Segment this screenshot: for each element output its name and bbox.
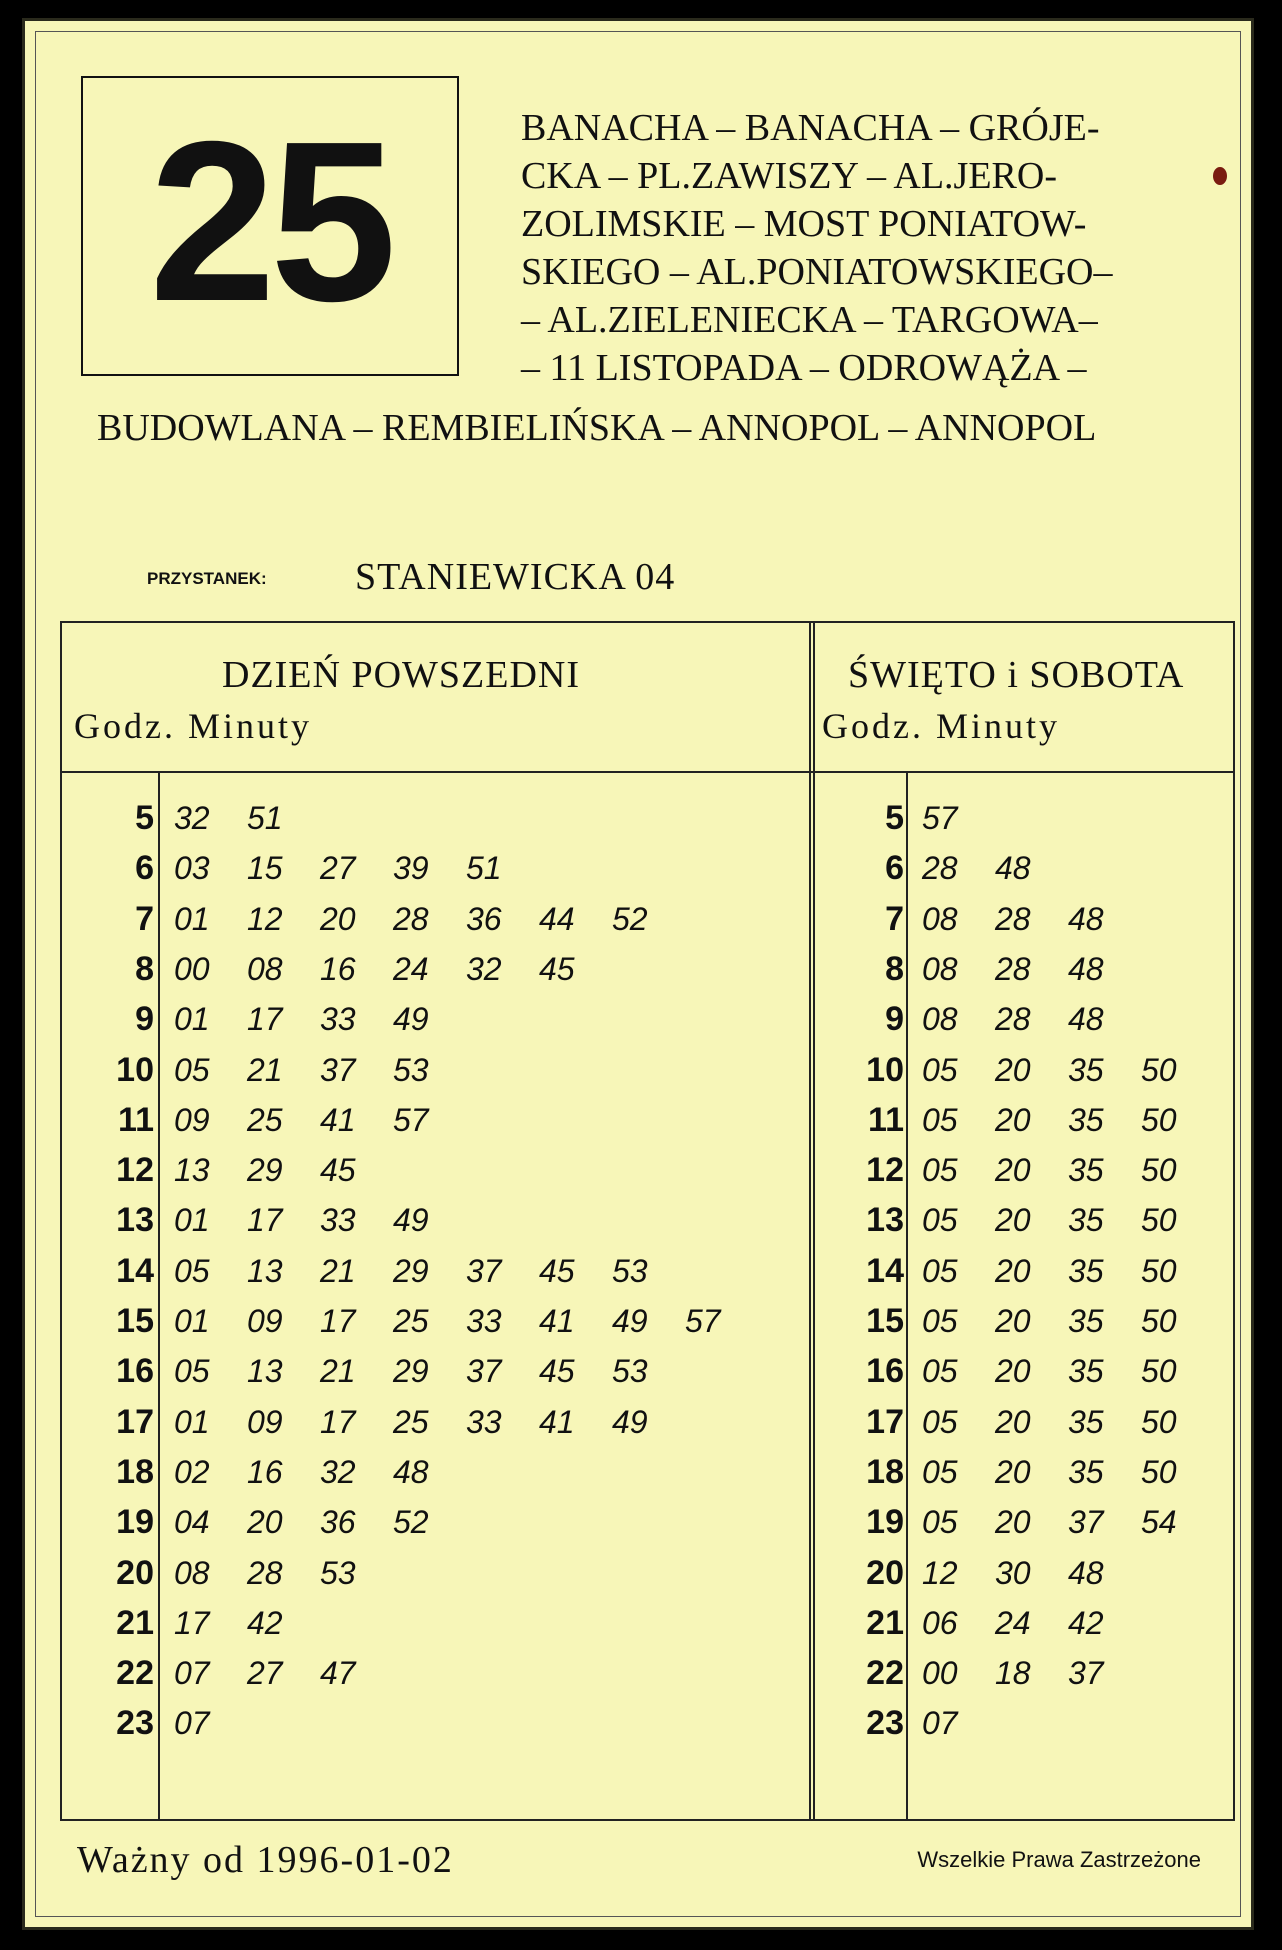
holiday-hour: 8 [885,949,904,988]
minute-value: 36 [320,1504,356,1541]
minute-value: 36 [466,900,502,937]
route-line-6: – 11 LISTOPADA – ODROWĄŻA – [521,347,1087,389]
route-line-last: BUDOWLANA – REMBIELIŃSKA – ANNOPOL – ANNOPOL [97,407,1097,449]
minute-value: 32 [466,950,502,987]
minute-value: 17 [174,1604,210,1641]
holiday-hour: 5 [885,799,904,837]
minute-value: 08 [922,950,958,987]
minute-value: 00 [922,1655,958,1692]
minute-value: 25 [393,1403,429,1440]
weekday-minutes [174,793,320,843]
holiday-minutes [922,994,1141,1044]
minute-value: 17 [320,1303,356,1339]
holiday-hour: 12 [866,1151,904,1190]
minute-value: 57 [393,1101,429,1138]
weekday-hour: 13 [116,1201,154,1240]
minute-value: 20 [995,1051,1031,1088]
minute-value: 50 [1141,1101,1177,1138]
minute-value: 20 [995,1453,1031,1490]
minute-value: 57 [922,800,958,836]
minute-value: 51 [466,850,502,887]
weekday-hour: 18 [116,1452,154,1491]
minute-value: 29 [247,1152,283,1189]
minute-value: 06 [922,1604,958,1641]
minute-value: 50 [1141,1403,1177,1440]
minute-value: 01 [174,1001,210,1038]
weekday-minutes [174,944,612,994]
minute-value: 35 [1068,1252,1104,1289]
minute-value: 17 [247,1202,283,1239]
weekday-hour: 16 [116,1352,154,1391]
minute-value: 48 [1068,950,1104,987]
minute-value: 12 [922,1554,958,1591]
minute-value: 05 [922,1152,958,1189]
minute-value: 24 [995,1604,1031,1641]
minute-value: 05 [922,1051,958,1088]
minute-value: 45 [539,1252,575,1289]
minute-value: 49 [393,1202,429,1239]
weekday-minutes [174,1698,247,1748]
minute-value: 27 [247,1655,283,1692]
minute-value: 48 [1068,1001,1104,1038]
holiday-minutes [922,894,1141,944]
weekday-minutes [174,1548,393,1598]
minute-value: 07 [174,1705,210,1742]
minute-value: 05 [922,1202,958,1239]
minute-value: 25 [393,1303,429,1339]
minute-value: 05 [922,1453,958,1490]
minute-value: 16 [320,950,356,987]
weekday-hour: 9 [135,1000,154,1039]
holiday-hour: 18 [866,1452,904,1491]
minute-value: 35 [1068,1453,1104,1490]
holiday-minutes [922,1045,1214,1095]
minute-value: 05 [922,1101,958,1138]
holiday-hour: 7 [885,899,904,938]
weekday-minutes [174,1397,685,1447]
minute-value: 09 [247,1403,283,1440]
weekday-minutes [174,1145,393,1195]
holiday-hour: 19 [866,1503,904,1542]
minute-value: 01 [174,1303,210,1339]
minute-value: 45 [320,1152,356,1189]
weekday-hour: 19 [116,1503,154,1542]
weekday-hour: 7 [135,899,154,938]
line-number-box [81,76,459,376]
holiday-hour: 11 [868,1100,904,1139]
minute-value: 32 [320,1453,356,1490]
holiday-minutes [922,1246,1214,1296]
weekday-minutes [174,1095,466,1145]
weekday-minutes [174,843,539,893]
minute-value: 05 [922,1252,958,1289]
weekday-minutes [174,1296,758,1346]
minute-value: 52 [393,1504,429,1541]
minute-value: 01 [174,1202,210,1239]
weekday-minutes [174,1246,685,1296]
minute-value: 37 [466,1353,502,1390]
route-line-3: ZOLIMSKIE – MOST PONIATOW- [521,203,1087,245]
minute-value: 45 [539,950,575,987]
minute-value: 37 [320,1051,356,1088]
ink-blot [1213,167,1227,185]
minute-value: 05 [174,1051,210,1088]
holiday-hour: 10 [866,1050,904,1089]
minute-value: 29 [393,1353,429,1390]
minute-value: 05 [922,1504,958,1541]
weekday-hour: 6 [135,849,154,888]
minute-value: 13 [247,1353,283,1390]
minute-value: 53 [393,1051,429,1088]
minute-value: 27 [320,850,356,887]
holiday-minutes [922,843,1068,893]
minute-value: 48 [1068,900,1104,937]
minute-value: 49 [612,1303,648,1339]
route-line-5: – AL.ZIELENIECKA – TARGOWA– [521,299,1098,341]
minute-value: 20 [320,900,356,937]
minute-value: 24 [393,950,429,987]
minute-value: 41 [320,1101,356,1138]
minute-value: 37 [466,1252,502,1289]
schedule-table [60,621,1235,1821]
minute-value: 03 [174,850,210,887]
minute-value: 05 [922,1353,958,1390]
header-rule [62,771,1233,773]
route-line-4: SKIEGO – AL.PONIATOWSKIEGO– [521,251,1113,293]
weekday-title: DZIEŃ POWSZEDNI [222,654,581,696]
weekday-minutes [174,1447,466,1497]
holiday-hour: 6 [885,849,904,888]
minute-value: 42 [1068,1604,1104,1641]
weekday-minutes [174,994,466,1044]
minute-value: 08 [174,1554,210,1591]
weekday-minutes [174,1648,393,1698]
minute-value: 28 [995,950,1031,987]
minute-value: 35 [1068,1051,1104,1088]
minute-value: 21 [247,1051,283,1088]
weekday-hour-rule [158,771,160,1819]
minute-value: 28 [995,900,1031,937]
weekday-minutes [174,1497,466,1547]
holiday-hour: 13 [866,1201,904,1240]
minute-value: 20 [995,1353,1031,1390]
minute-value: 35 [1068,1303,1104,1339]
minute-value: 04 [174,1504,210,1541]
holiday-title: ŚWIĘTO i SOBOTA [848,654,1185,696]
holiday-minutes [922,1397,1214,1447]
minute-value: 53 [612,1353,648,1390]
minute-value: 07 [174,1655,210,1692]
minute-value: 35 [1068,1152,1104,1189]
minute-value: 08 [922,1001,958,1038]
minute-value: 50 [1141,1303,1177,1339]
minute-value: 54 [1141,1504,1177,1541]
weekday-minutes [174,1346,685,1396]
minute-value: 30 [995,1554,1031,1591]
minute-value: 20 [995,1504,1031,1541]
minute-value: 20 [995,1303,1031,1339]
minute-value: 33 [320,1202,356,1239]
holiday-minutes [922,1095,1214,1145]
minute-value: 45 [539,1353,575,1390]
minute-value: 28 [247,1554,283,1591]
minute-value: 48 [393,1453,429,1490]
minute-value: 33 [320,1001,356,1038]
minute-value: 47 [320,1655,356,1692]
weekday-hour: 15 [116,1302,154,1340]
minute-value: 53 [320,1554,356,1591]
minute-value: 13 [174,1152,210,1189]
stop-label: PRZYSTANEK: [147,569,267,588]
minute-value: 28 [922,850,958,887]
minute-value: 32 [174,800,210,836]
minute-value: 33 [466,1403,502,1440]
holiday-hour: 14 [866,1251,904,1290]
minute-value: 18 [995,1655,1031,1692]
minute-value: 52 [612,900,648,937]
holiday-hour: 17 [866,1402,904,1441]
minute-value: 20 [995,1152,1031,1189]
minute-value: 28 [393,900,429,937]
weekday-hour: 21 [116,1603,154,1642]
holiday-subheader: Godz. Minuty [822,706,1060,746]
route-line-2: CKA – PL.ZAWISZY – AL.JERO- [521,155,1057,197]
holiday-hour: 16 [866,1352,904,1391]
minute-value: 41 [539,1303,575,1339]
minute-value: 09 [174,1101,210,1138]
minute-value: 49 [393,1001,429,1038]
minute-value: 20 [995,1101,1031,1138]
route-line-1: BANACHA – BANACHA – GRÓJE- [521,107,1100,149]
minute-value: 37 [1068,1655,1104,1692]
valid-from: Ważny od 1996-01-02 [77,1839,454,1881]
holiday-minutes [922,1145,1214,1195]
minute-value: 17 [247,1001,283,1038]
weekday-hour: 23 [116,1704,154,1743]
holiday-hour: 9 [885,1000,904,1039]
holiday-hour: 22 [866,1654,904,1693]
minute-value: 48 [995,850,1031,887]
weekday-subheader: Godz. Minuty [74,706,312,746]
minute-value: 05 [174,1353,210,1390]
minute-value: 50 [1141,1202,1177,1239]
minute-value: 50 [1141,1252,1177,1289]
minute-value: 16 [247,1453,283,1490]
minute-value: 20 [995,1403,1031,1440]
minute-value: 21 [320,1353,356,1390]
minute-value: 35 [1068,1353,1104,1390]
holiday-minutes [922,1346,1214,1396]
minute-value: 20 [995,1202,1031,1239]
timetable-sheet [22,18,1254,1930]
minute-value: 33 [466,1303,502,1339]
minute-value: 00 [174,950,210,987]
holiday-minutes [922,1447,1214,1497]
holiday-hour: 15 [866,1302,904,1340]
holiday-hour: 20 [866,1553,904,1592]
minute-value: 08 [247,950,283,987]
stop-name: STANIEWICKA 04 [355,556,676,598]
weekday-hour: 5 [135,799,154,837]
minute-value: 01 [174,900,210,937]
minute-value: 51 [247,800,283,836]
holiday-hour-rule [906,771,908,1819]
minute-value: 17 [320,1403,356,1440]
holiday-minutes [922,1195,1214,1245]
minute-value: 49 [612,1403,648,1440]
weekday-hour: 22 [116,1654,154,1693]
holiday-hour: 21 [866,1603,904,1642]
minute-value: 20 [995,1252,1031,1289]
column-divider [809,623,815,1819]
weekday-hour: 12 [116,1151,154,1190]
minute-value: 02 [174,1453,210,1490]
weekday-minutes [174,1045,466,1095]
holiday-hour: 23 [866,1704,904,1743]
minute-value: 50 [1141,1152,1177,1189]
holiday-minutes [922,1548,1141,1598]
minute-value: 44 [539,900,575,937]
holiday-minutes [922,1497,1214,1547]
minute-value: 25 [247,1101,283,1138]
minute-value: 50 [1141,1051,1177,1088]
holiday-minutes [922,1598,1141,1648]
minute-value: 37 [1068,1504,1104,1541]
weekday-hour: 20 [116,1553,154,1592]
holiday-minutes [922,1648,1141,1698]
weekday-minutes [174,1598,320,1648]
minute-value: 35 [1068,1202,1104,1239]
minute-value: 07 [922,1705,958,1742]
line-number: 25 [149,95,391,349]
weekday-minutes [174,1195,466,1245]
minute-value: 13 [247,1252,283,1289]
minute-value: 12 [247,900,283,937]
minute-value: 05 [174,1252,210,1289]
minute-value: 09 [247,1303,283,1339]
holiday-minutes [922,793,995,843]
minute-value: 53 [612,1252,648,1289]
minute-value: 48 [1068,1554,1104,1591]
holiday-minutes [922,944,1141,994]
minute-value: 28 [995,1001,1031,1038]
minute-value: 39 [393,850,429,887]
weekday-hour: 17 [116,1402,154,1441]
holiday-minutes [922,1698,995,1748]
minute-value: 01 [174,1403,210,1440]
minute-value: 50 [1141,1353,1177,1390]
weekday-hour: 8 [135,949,154,988]
minute-value: 41 [539,1403,575,1440]
minute-value: 29 [393,1252,429,1289]
minute-value: 42 [247,1604,283,1641]
minute-value: 08 [922,900,958,937]
minute-value: 15 [247,850,283,887]
minute-value: 50 [1141,1453,1177,1490]
weekday-hour: 11 [118,1100,154,1139]
holiday-minutes [922,1296,1214,1346]
minute-value: 35 [1068,1101,1104,1138]
minute-value: 57 [685,1303,721,1339]
rights-reserved: Wszelkie Prawa Zastrzeżone [917,1847,1201,1872]
minute-value: 20 [247,1504,283,1541]
weekday-minutes [174,894,685,944]
minute-value: 05 [922,1403,958,1440]
weekday-hour: 10 [116,1050,154,1089]
minute-value: 35 [1068,1403,1104,1440]
minute-value: 21 [320,1252,356,1289]
minute-value: 05 [922,1303,958,1339]
weekday-hour: 14 [116,1251,154,1290]
